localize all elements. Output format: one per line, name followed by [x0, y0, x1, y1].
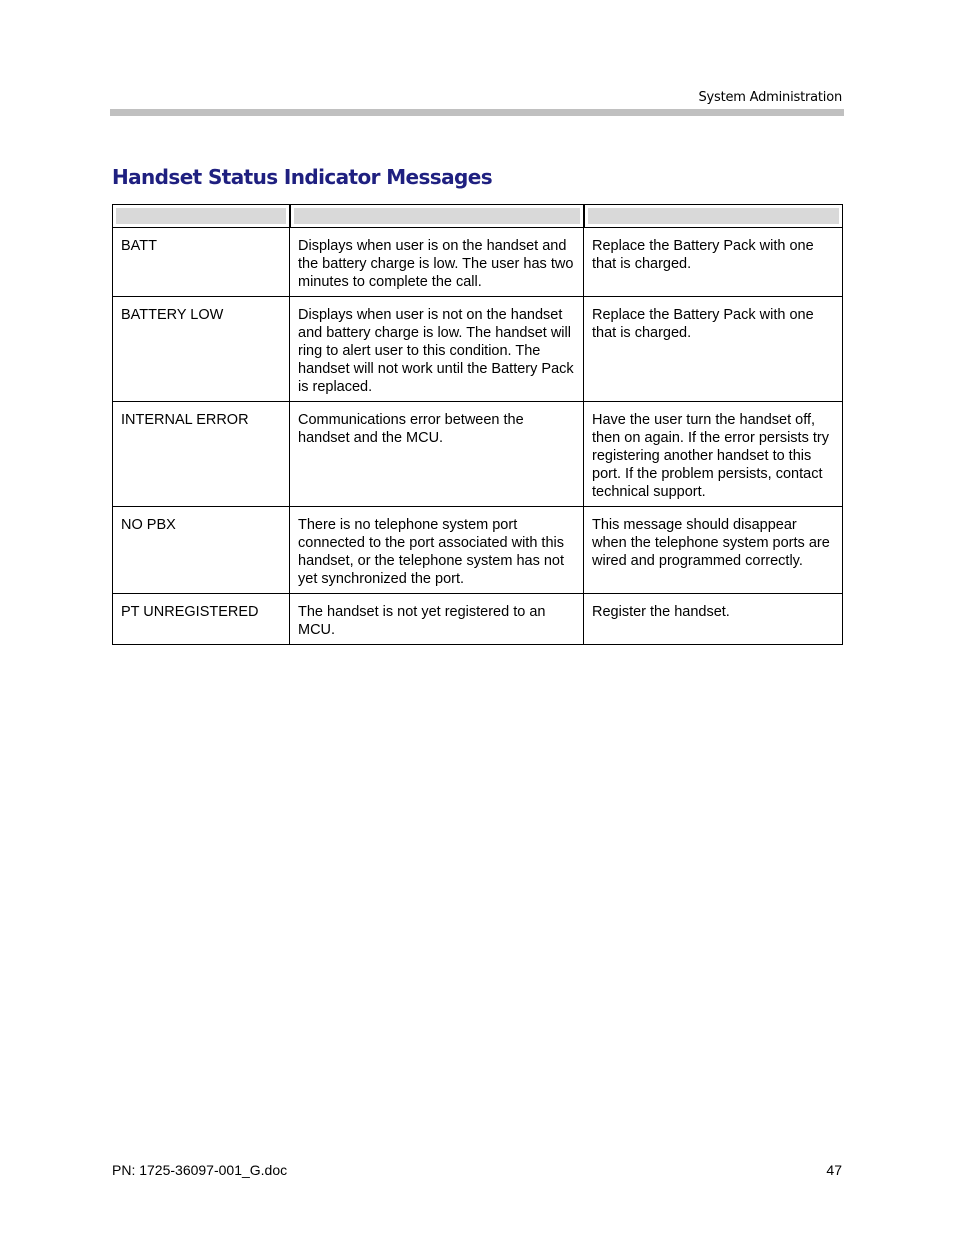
- column-header-description: [290, 205, 584, 228]
- message-cell: BATTERY LOW: [113, 297, 290, 402]
- column-header-message: [113, 205, 290, 228]
- description-cell: Displays when user is not on the handset and battery charge is low. The handset will ring to alert user to this condition. The handset will not work until the Battery Pack is replaced.: [290, 297, 584, 402]
- column-header-action: [584, 205, 843, 228]
- message-cell: INTERNAL ERROR: [113, 402, 290, 507]
- action-cell: Replace the Battery Pack with one that is charged.: [584, 297, 843, 402]
- table-row: [113, 228, 843, 297]
- description-cell: Displays when user is on the handset and the battery charge is low. The user has two minutes to complete the call.: [290, 228, 584, 297]
- table-row: [113, 402, 843, 507]
- action-cell: Replace the Battery Pack with one that is charged.: [584, 228, 843, 297]
- table-row: [113, 297, 843, 402]
- running-header: System Administration: [698, 90, 842, 105]
- message-cell: BATT: [113, 228, 290, 297]
- action-cell: This message should disappear when the telephone system ports are wired and programmed correctly.: [584, 507, 843, 594]
- message-cell: PT UNREGISTERED: [113, 594, 290, 645]
- description-cell: The handset is not yet registered to an MCU.: [290, 594, 584, 645]
- table-row: [113, 507, 843, 594]
- table-header-row: [113, 205, 843, 228]
- page-title: Handset Status Indicator Messages: [112, 165, 492, 189]
- action-cell: Have the user turn the handset off, then on again. If the error persists try registering another handset to this port. If the problem persists, contact technical support.: [584, 402, 843, 507]
- header-rule: [110, 109, 844, 116]
- description-cell: Communications error between the handset and the MCU.: [290, 402, 584, 507]
- table-row: [113, 594, 843, 645]
- footer-page-number: 47: [826, 1162, 842, 1178]
- description-cell: There is no telephone system port connected to the port associated with this handset, or the telephone system has not yet synchronized the port.: [290, 507, 584, 594]
- status-messages-table: [112, 204, 843, 645]
- footer-part-number: PN: 1725-36097-001_G.doc: [112, 1162, 288, 1178]
- action-cell: Register the handset.: [584, 594, 843, 645]
- message-cell: NO PBX: [113, 507, 290, 594]
